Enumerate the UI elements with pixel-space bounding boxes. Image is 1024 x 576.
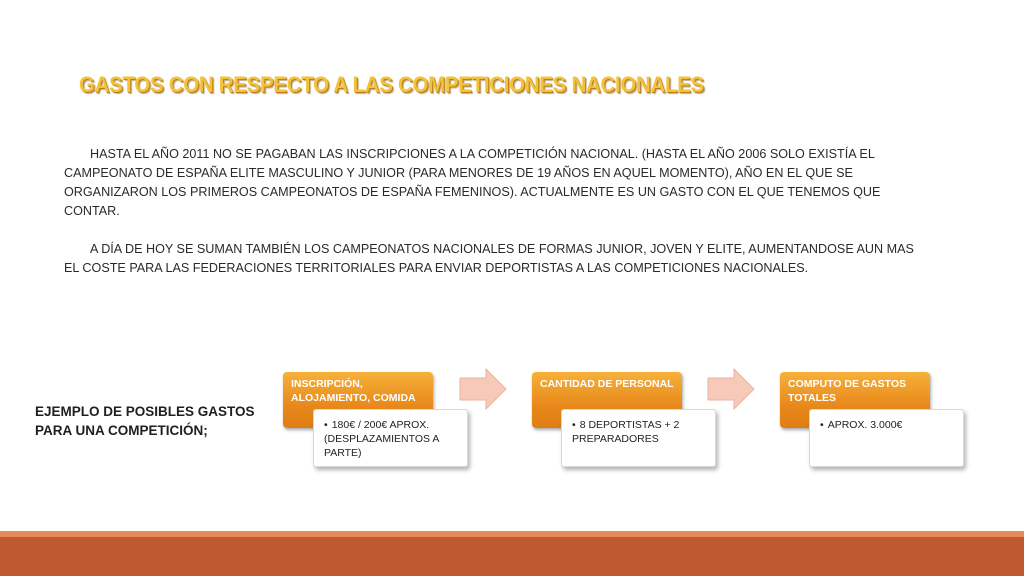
arrow-right-icon — [707, 368, 755, 410]
step-2-header: CANTIDAD DE PERSONAL — [532, 372, 682, 428]
paragraph-1-text: HASTA EL AÑO 2011 NO SE PAGABAN LAS INSCRIPCIONES A LA COMPETICIÓN NACIONAL. (HASTA EL AÑO 2006 SOLO EXISTÍA EL CAMPEONATO DE ESPAÑA ELITE MASCULINO Y JUNIOR (PARA MENORES DE 19 AÑOS EN AQUEL MOMENTO), AÑO EN EL QUE SE ORGANIZARON LOS PRIMEROS CAMPEONATOS DE ESPAÑA FEMENINOS). ACTUALMENTE ES UN GASTO CON EL QUE TENEMOS QUE CONTAR. — [64, 147, 881, 218]
step-1-detail-box — [313, 409, 468, 467]
arrow-right-icon — [459, 368, 507, 410]
step-2-detail-box — [561, 409, 716, 467]
example-label: EJEMPLO DE POSIBLES GASTOS PARA UNA COMPETICIÓN; — [35, 404, 255, 438]
paragraph-1 — [64, 145, 922, 221]
step-2-bullet: • — [572, 419, 576, 431]
paragraph-2-text: A DÍA DE HOY SE SUMAN TAMBIÉN LOS CAMPEONATOS NACIONALES DE FORMAS JUNIOR, JOVEN Y ELITE, AUMENTANDOSE AUN MAS EL COSTE PARA LAS FEDERACIONES TERRITORIALES PARA ENVIAR DEPORTISTAS A LAS COMPETICIONES NACIONALES. — [64, 242, 914, 275]
step-3-detail-box — [809, 409, 964, 467]
step-3-bullet: • — [820, 419, 824, 431]
step-2-detail: 8 DEPORTISTAS + 2 PREPARADORES — [572, 419, 680, 445]
step-1-detail: 180€ / 200€ APROX. (DESPLAZAMIENTOS A PARTE) — [324, 419, 439, 459]
paragraph-2 — [64, 240, 922, 278]
step-3-header: COMPUTO DE GASTOS TOTALES — [780, 372, 930, 428]
step-1-bullet: • — [324, 419, 328, 431]
step-1-header: INSCRIPCIÓN, ALOJAMIENTO, COMIDA — [283, 372, 433, 428]
footer-bar — [0, 537, 1024, 576]
step-3-detail: APROX. 3.000€ — [827, 419, 903, 431]
page-title: GASTOS CON RESPECTO A LAS COMPETICIONES NACIONALES — [79, 72, 704, 97]
